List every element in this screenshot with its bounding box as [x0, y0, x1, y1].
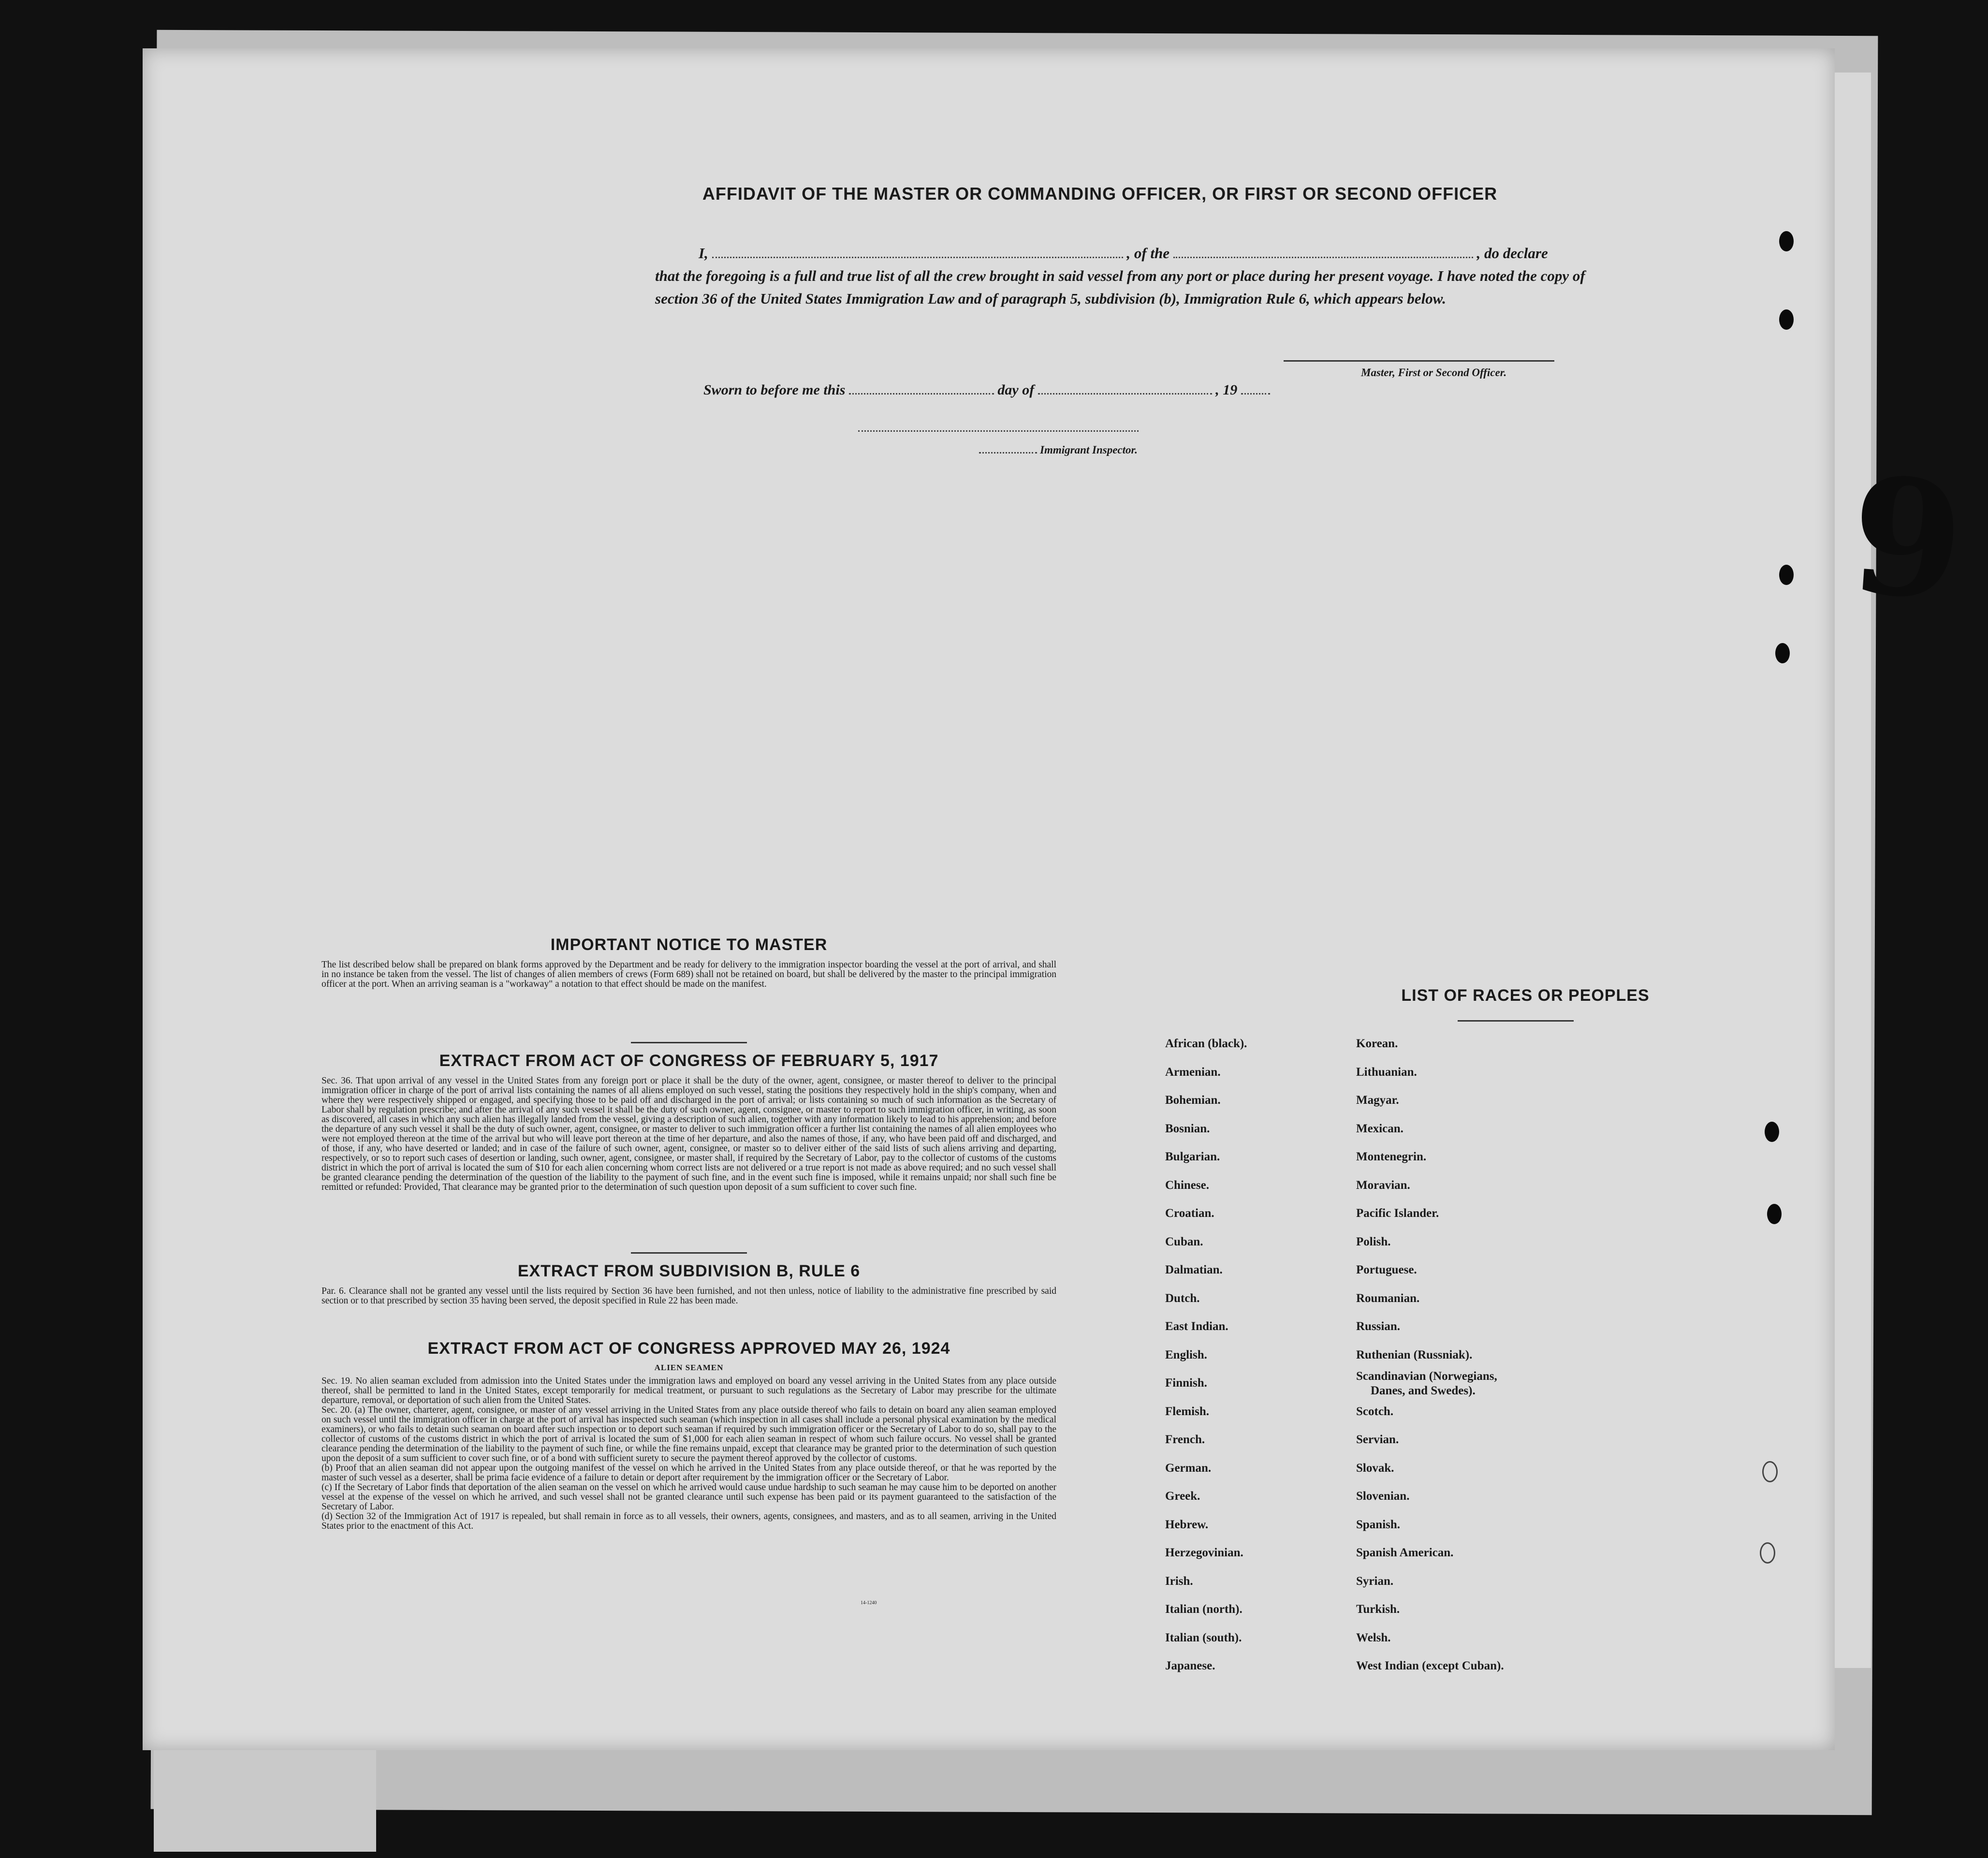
race-item: Lithuanian.	[1356, 1065, 1417, 1079]
race-item: Roumanian.	[1356, 1291, 1420, 1305]
race-item: Chinese.	[1165, 1178, 1209, 1192]
race-item: Scotch.	[1356, 1404, 1394, 1418]
sworn-month-blank[interactable]	[1038, 393, 1212, 395]
notice-title: IMPORTANT NOTICE TO MASTER	[550, 936, 828, 954]
race-item: Greek.	[1165, 1490, 1200, 1503]
race-item: Bulgarian.	[1165, 1150, 1220, 1163]
race-item: English.	[1165, 1348, 1207, 1361]
divider-rule	[631, 1252, 747, 1254]
race-item: Mexican.	[1356, 1122, 1403, 1135]
binder-hole	[1779, 309, 1794, 330]
race-item: Finnish.	[1165, 1376, 1207, 1390]
extract-rule6-title: EXTRACT FROM SUBDIVISION B, RULE 6	[517, 1262, 861, 1280]
affidavit-i: I,	[699, 245, 708, 262]
binder-hole	[1767, 1204, 1782, 1224]
affidavit-of-the: , of the	[1126, 245, 1170, 262]
race-item: Montenegrin.	[1356, 1150, 1427, 1163]
binder-hole	[1779, 231, 1794, 251]
vessel-blank[interactable]	[1173, 257, 1473, 258]
extract-1917-section	[322, 1052, 1056, 1192]
race-item: Bohemian.	[1165, 1094, 1221, 1107]
race-item: Spanish.	[1356, 1518, 1401, 1531]
binder-hole-open	[1762, 1461, 1778, 1482]
extract-rule6-section	[322, 1262, 1056, 1306]
notice-section	[322, 936, 1056, 989]
race-item: Polish.	[1356, 1235, 1391, 1248]
race-item: Italian (south).	[1165, 1631, 1242, 1644]
extract-1924-title: EXTRACT FROM ACT OF CONGRESS APPROVED MAY 26, 1924	[427, 1339, 950, 1358]
race-item: East Indian.	[1165, 1320, 1228, 1333]
race-item: Spanish American.	[1356, 1546, 1454, 1559]
document-page	[143, 48, 1835, 1750]
race-item: Magyar.	[1356, 1094, 1399, 1107]
signature-label: Master, First or Second Officer.	[1361, 366, 1507, 379]
race-item: Syrian.	[1356, 1574, 1394, 1588]
race-item: French.	[1165, 1433, 1205, 1446]
race-item: Herzegovinian.	[1165, 1546, 1243, 1559]
sworn-line	[703, 382, 1332, 398]
extract-1924-p2: Sec. 20. (a) The owner, charterer, agent, consignee, or master of any vessel arriving in the United States from any place outside thereof who fails to detain on board any alien seaman employed on such vessel until the immigration officer in charge at the port of arrival has inspected such seaman (which inspection in all cases shall include a personal physical examination by the medical examiners), or who fails to detain such seaman on board after such inspection or to deport such seaman if required by such immigration officer or the Secretary of Labor to do so, shall pay to the collector of customs of the customs district in which the port of arrival is located the sum of $1,000 for each alien seaman in respect of whom such failure occurs. No vessel shall be granted clearance pending the determination of the liability to the payment of such fine, or while the fine remains unpaid, except that clearance may be granted prior to the determination of such question upon the deposit of a sum sufficient to cover such fine, or of a bond with sufficient surety to secure the payment thereof approved by the collector of customs.	[322, 1405, 1056, 1463]
races-title: LIST OF RACES OR PEOPLES	[1401, 986, 1650, 1005]
races-title-rule	[1458, 1020, 1574, 1022]
race-item: Welsh.	[1356, 1631, 1391, 1644]
extract-1917-title: EXTRACT FROM ACT OF CONGRESS OF FEBRUARY 5, 1917	[439, 1052, 939, 1070]
inspector-label-text: Immigrant Inspector.	[1040, 444, 1138, 456]
race-item: Danes, and Swedes).	[1371, 1384, 1476, 1397]
extract-1924-p5: (d) Section 32 of the Immigration Act of 1917 is repealed, but shall remain in force as to all vessels, their owners, agents, consignees, and masters, and as to all seamen, arriving in the United States prior to the enactment of this Act.	[322, 1511, 1056, 1531]
binder-hole-open	[1760, 1542, 1775, 1564]
race-item: Japanese.	[1165, 1659, 1215, 1672]
extract-1924-p4: (c) If the Secretary of Labor finds that deportation of the alien seaman on the vessel on which he arrived would cause undue hardship to such seaman he may cause him to be deported on another vessel at the expense of the vessel on which he arrived, and such vessel shall not be granted clearance until such expense has been paid or its payment guaranteed to the satisfaction of the Secretary of Labor.	[322, 1482, 1056, 1512]
extract-1924-p3: (b) Proof that an alien seaman did not appear upon the outgoing manifest of the vessel on which he arrived in the United States from any place outside thereof, or that he was reported by the master of such vessel as a deserter, shall be prima facie evidence of a failure to detain or deport after requirement by the immigration officer or the Secretary of Labor.	[322, 1463, 1056, 1483]
extract-rule6-text: Par. 6. Clearance shall not be granted any vessel until the lists required by Section 36 have been furnished, and not then unless, notice of liability to the administrative fine prescribed by said section or to that prescribed by section 35 having been served, the deposit specified in Rule 22 has been made.	[322, 1286, 1056, 1306]
sworn-year-prefix: , 19	[1215, 382, 1238, 398]
race-item: Italian (north).	[1165, 1603, 1242, 1616]
binder-hole	[1779, 565, 1794, 585]
race-item: Flemish.	[1165, 1404, 1209, 1418]
race-item: Armenian.	[1165, 1065, 1221, 1079]
race-item: Slovenian.	[1356, 1490, 1410, 1503]
inspector-label	[979, 444, 1201, 456]
extract-1917-text: Sec. 36. That upon arrival of any vessel in the United States from any foreign port or place it shall be the duty of the owner, agent, consignee, or master thereof to deliver to the principal immigration officer in charge of the port of arrival lists containing the names of all aliens employed on such vessel, stating the positions they respectively hold in the ship's company, when and where they were respectively shipped or engaged, and specifying those to be paid off and discharged in the port of arrival; or lists containing so much of such information as the Secretary of Labor shall by regulation prescribe; and after the arrival of any such vessel it shall be the duty of such owner, agent, consignee, or master to report to such immigration officer, in writing, as soon as discovered, all cases in which any such alien has illegally landed from the vessel, giving a description of such alien, together with any information likely to lead to his apprehension; and before the departure of any such vessel it shall be the duty of such owner, agent, consignee, or master to deliver to such immigration officer a further list containing the names of all alien employees who were not employed thereon at the time of the arrival but who will leave port thereon at the time of her departure, and also the names of those, if any, who have been paid off and discharged, and of those, if any, who have deserted or landed; and in case of the failure of such owner, agent, consignee, or master so to deliver either of the said lists of such aliens arriving and departing, respectively, or so to report such cases of desertion or landing, such owner, agent, consignee, or master shall, if required by the Secretary of Labor, pay to the collector of customs of the customs district in which the port of arrival is located the sum of $10 for each alien concerning whom correct lists are not delivered or a true report is not made as above required; and no such vessel shall be granted clearance pending the determination of the question of the liability to the payment of such fine, and in the event such fine is imposed, while it remains unpaid; nor shall such fine be remitted or refunded: Provided, That clearance may be granted prior to the determination of such question upon deposit of a sum sufficient to cover such fine.	[322, 1076, 1056, 1192]
form-code: 14-1240	[861, 1600, 877, 1606]
race-item: Slovak.	[1356, 1461, 1394, 1475]
race-item: Cuban.	[1165, 1235, 1203, 1248]
sworn-prefix: Sworn to before me this	[703, 382, 846, 398]
affidavit-text	[655, 242, 1603, 310]
handwritten-number: 9	[1845, 441, 1969, 636]
signature-line[interactable]	[1284, 360, 1554, 362]
inspector-label-dots	[979, 452, 1037, 454]
sworn-year-blank[interactable]	[1241, 393, 1270, 395]
race-item: Korean.	[1356, 1037, 1398, 1050]
extract-1924-p1: Sec. 19. No alien seaman excluded from admission into the United States under the immigration laws and employed on board any vessel arriving in the United States from any place outside thereof, shall be permitted to land in the United States, except temporarily for medical treatment, or pursuant to such regulations as the Secretary of Labor may prescribe for the ultimate departure, removal, or deportation of such alien from the United States.	[322, 1376, 1056, 1405]
sworn-day-blank[interactable]	[849, 393, 994, 395]
race-item: Dalmatian.	[1165, 1263, 1223, 1276]
race-item: West Indian (except Cuban).	[1356, 1659, 1504, 1672]
race-item: Russian.	[1356, 1320, 1401, 1333]
race-item: Hebrew.	[1165, 1518, 1209, 1531]
sworn-day-of: day of	[997, 382, 1035, 398]
affidavit-title: AFFIDAVIT OF THE MASTER OR COMMANDING OFFICER, OR FIRST OR SECOND OFFICER	[702, 184, 1498, 204]
race-item: Moravian.	[1356, 1178, 1410, 1192]
race-item: German.	[1165, 1461, 1212, 1475]
race-item: Irish.	[1165, 1574, 1193, 1588]
notice-text: The list described below shall be prepared on blank forms approved by the Department and be ready for delivery to the immigration inspector boarding the vessel at the port of arrival, and shall in no instance be taken from the vessel. The list of changes of alien members of crews (Form 689) shall not be retained on board, but shall be delivered by the master to the principal immigration officer at the port. When an arriving seaman is a "workaway" a notation to that effect should be made on the manifest.	[322, 960, 1056, 989]
binder-hole	[1765, 1122, 1779, 1142]
race-item: African (black).	[1165, 1037, 1247, 1050]
name-blank[interactable]	[712, 257, 1123, 258]
inspector-signature-line[interactable]	[858, 430, 1139, 432]
race-item: Portuguese.	[1356, 1263, 1417, 1276]
binder-hole	[1775, 643, 1790, 663]
race-item: Ruthenian (Russniak).	[1356, 1348, 1473, 1361]
extract-1924-subtitle: ALIEN SEAMEN	[654, 1363, 724, 1372]
race-item: Dutch.	[1165, 1291, 1200, 1305]
race-item: Scandinavian (Norwegians,	[1356, 1370, 1497, 1383]
race-item: Croatian.	[1165, 1207, 1214, 1220]
affidavit-body: that the foregoing is a full and true list of all the crew brought in said vessel from any port or place during her present voyage. I have noted the copy of section 36 of the United States Immigration Law and of paragraph 5, subdivision (b), Immigration Rule 6, which appears below.	[655, 267, 1585, 307]
race-item: Turkish.	[1356, 1603, 1400, 1616]
affidavit-do-declare: , do declare	[1476, 245, 1548, 262]
race-item: Servian.	[1356, 1433, 1399, 1446]
race-item: Pacific Islander.	[1356, 1207, 1439, 1220]
divider-rule	[631, 1042, 747, 1043]
race-item: Bosnian.	[1165, 1122, 1210, 1135]
affidavit-first-line	[655, 242, 1603, 264]
extract-1924-section	[322, 1339, 1056, 1531]
